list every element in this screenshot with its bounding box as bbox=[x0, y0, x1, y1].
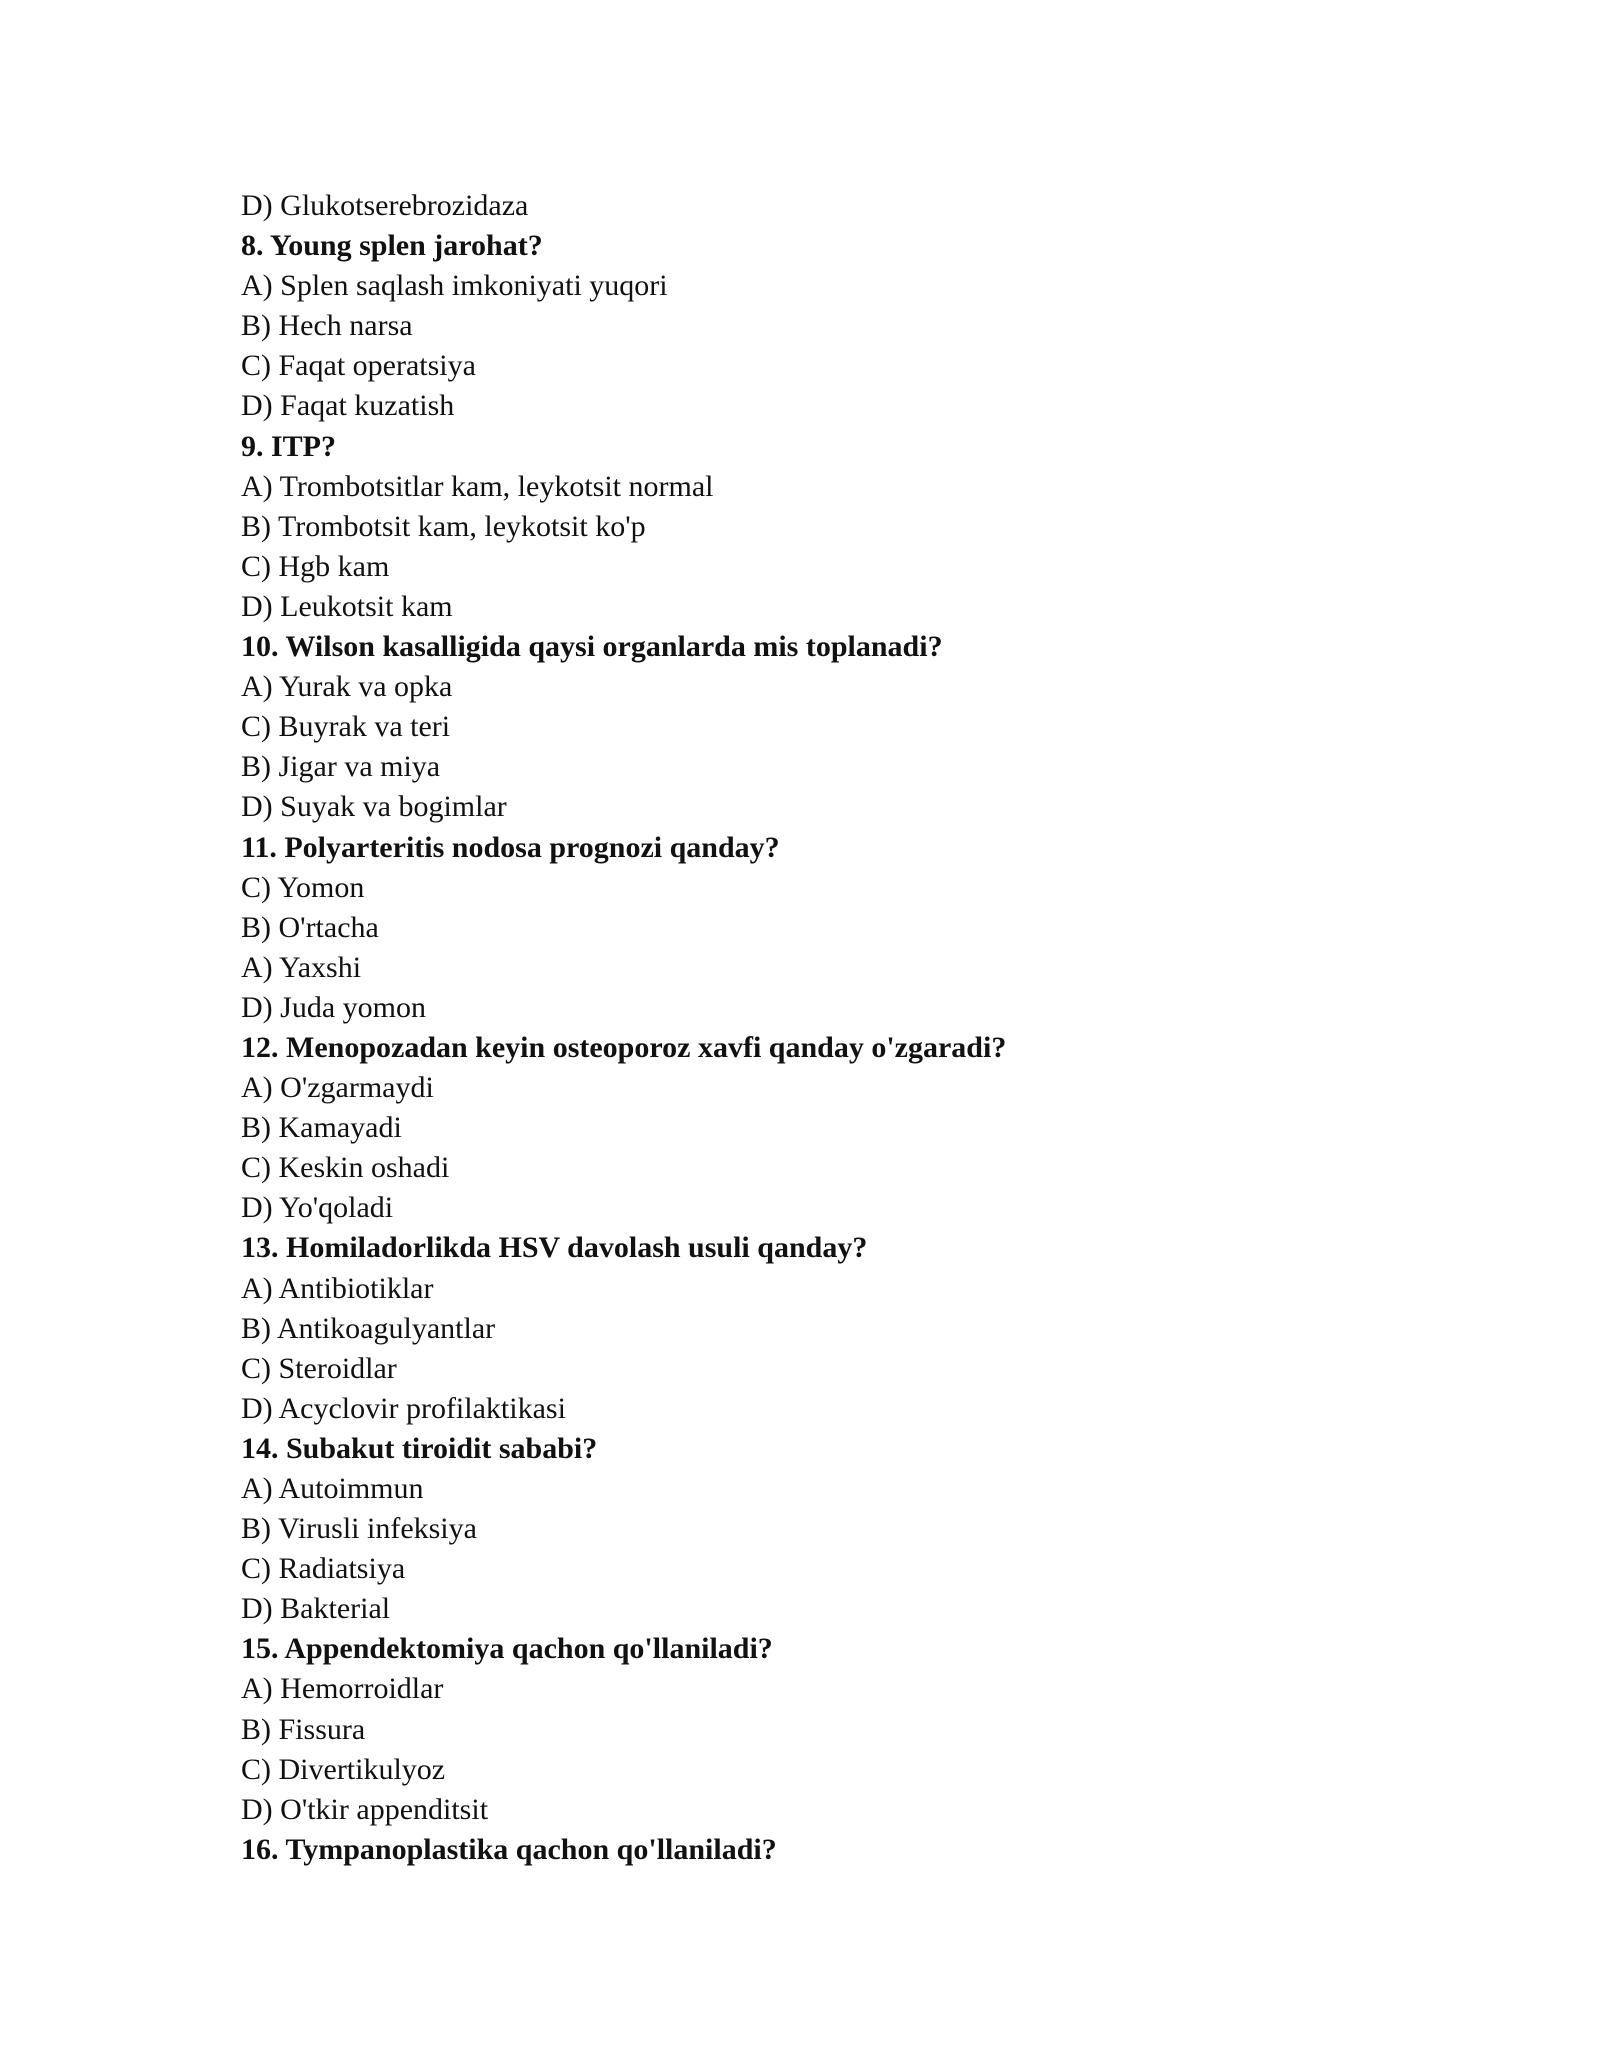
answer-option: D) Leukotsit kam bbox=[241, 589, 453, 623]
question-heading: 10. Wilson kasalligida qaysi organlarda mis toplanadi? bbox=[241, 630, 943, 664]
question-heading: 11. Polyarteritis nodosa prognozi qanday? bbox=[241, 830, 780, 864]
answer-option: D) Faqat kuzatish bbox=[241, 389, 455, 423]
answer-option: B) Antikoagulyantlar bbox=[241, 1311, 496, 1345]
answer-option: A) Trombotsitlar kam, leykotsit normal bbox=[241, 469, 714, 503]
answer-option: B) Hech narsa bbox=[241, 309, 413, 343]
answer-option: D) Glukotserebrozidaza bbox=[241, 189, 529, 222]
answer-option: D) Acyclovir profilaktikasi bbox=[241, 1391, 566, 1425]
answer-option: D) Suyak va bogimlar bbox=[241, 790, 507, 824]
answer-option: A) O'zgarmaydi bbox=[241, 1071, 434, 1105]
answer-option: C) Yomon bbox=[241, 870, 365, 904]
answer-option: D) Juda yomon bbox=[241, 990, 426, 1024]
answer-option: A) Yurak va opka bbox=[241, 670, 453, 704]
question-heading: 8. Young splen jarohat? bbox=[241, 229, 543, 263]
answer-option: A) Autoimmun bbox=[241, 1472, 424, 1505]
answer-option: D) Yo'qoladi bbox=[241, 1191, 394, 1225]
answer-option: B) Virusli infeksiya bbox=[241, 1512, 477, 1546]
question-heading: 16. Tympanoplastika qachon qo'llaniladi? bbox=[241, 1832, 777, 1866]
answer-option: D) Bakterial bbox=[241, 1592, 391, 1626]
document-body bbox=[241, 186, 1441, 1870]
question-heading: 12. Menopozadan keyin osteoporoz xavfi qanday o'zgaradi? bbox=[241, 1030, 1007, 1064]
answer-option: D) O'tkir appenditsit bbox=[241, 1792, 489, 1826]
question-heading: 9. ITP? bbox=[241, 429, 337, 463]
question-heading: 14. Subakut tiroidit sababi? bbox=[241, 1431, 598, 1465]
question-heading: 15. Appendektomiya qachon qo'llaniladi? bbox=[241, 1632, 773, 1666]
answer-option: B) Kamayadi bbox=[241, 1111, 402, 1145]
answer-option: B) Fissura bbox=[241, 1712, 366, 1746]
answer-option: C) Buyrak va teri bbox=[241, 710, 451, 744]
answer-option: C) Faqat operatsiya bbox=[241, 349, 476, 383]
answer-option: A) Antibiotiklar bbox=[241, 1271, 434, 1305]
answer-option: C) Steroidlar bbox=[241, 1351, 397, 1385]
answer-option: C) Divertikulyoz bbox=[241, 1752, 446, 1786]
answer-option: C) Radiatsiya bbox=[241, 1552, 406, 1586]
answer-option: C) Keskin oshadi bbox=[241, 1151, 450, 1185]
answer-option: A) Hemorroidlar bbox=[241, 1672, 444, 1706]
answer-option: B) O'rtacha bbox=[241, 910, 379, 944]
answer-option: A) Splen saqlash imkoniyati yuqori bbox=[241, 269, 668, 303]
question-heading: 13. Homiladorlikda HSV davolash usuli qanday? bbox=[241, 1231, 868, 1265]
answer-option: B) Jigar va miya bbox=[241, 750, 441, 784]
answer-option: A) Yaxshi bbox=[241, 950, 362, 984]
answer-option: B) Trombotsit kam, leykotsit ko'p bbox=[241, 509, 646, 543]
answer-option: C) Hgb kam bbox=[241, 549, 390, 583]
